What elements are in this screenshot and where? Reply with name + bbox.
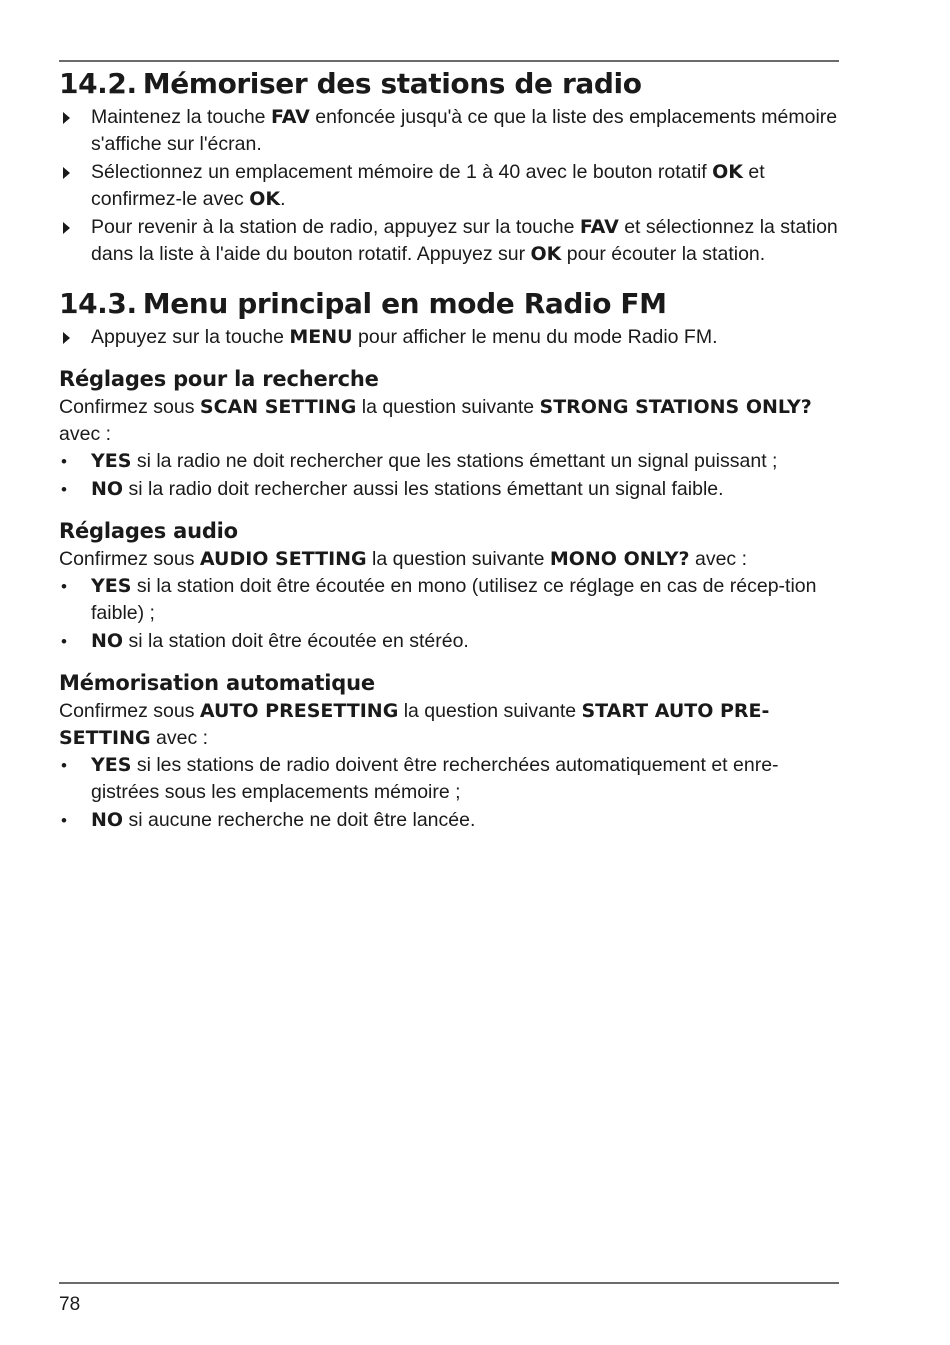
list-item: • YES si la radio ne doit rechercher que les stations émettant un signal puissant ; bbox=[59, 448, 839, 475]
subsection-autopreset bbox=[59, 668, 839, 834]
bullet-icon: • bbox=[61, 452, 67, 471]
section-title: Menu principal en mode Radio FM bbox=[142, 287, 667, 320]
list-item: • NO si aucune recherche ne doit être lancée. bbox=[59, 807, 839, 834]
bottom-rule bbox=[59, 1282, 839, 1284]
list-item: • YES si la station doit être écoutée en mono (utilisez ce réglage en cas de récep-tion faible) ; bbox=[61, 575, 817, 624]
list-item: • YES si les stations de radio doivent être recherchées automatiquement et enre-gistrées sous les emplacements mémoire ; bbox=[61, 754, 779, 803]
arrow-bullet-icon bbox=[63, 332, 70, 344]
bullet-icon: • bbox=[61, 756, 67, 775]
arrow-bullet-icon bbox=[63, 112, 70, 124]
bullet-list bbox=[59, 448, 839, 503]
subsection-intro: Confirmez sous AUTO PRESETTING la question suivante START AUTO PRE-SETTING avec : bbox=[59, 700, 770, 749]
subsection-heading: Réglages pour la recherche bbox=[59, 367, 379, 391]
subsection-intro: Confirmez sous AUDIO SETTING la question suivante MONO ONLY? avec : bbox=[59, 548, 748, 570]
subsection-heading: Réglages audio bbox=[59, 519, 238, 543]
subsection-audio bbox=[59, 516, 839, 655]
list-item: Appuyez sur la touche MENU pour afficher le menu du mode Radio FM. bbox=[59, 324, 839, 351]
bullet-icon: • bbox=[61, 811, 67, 830]
bullet-icon: • bbox=[61, 577, 67, 596]
list-item: • NO si la station doit être écoutée en stéréo. bbox=[59, 628, 839, 655]
section-14-3 bbox=[59, 284, 839, 834]
section-title: Mémoriser des stations de radio bbox=[142, 67, 642, 100]
section-heading bbox=[59, 284, 839, 324]
subsection-scan bbox=[59, 364, 839, 503]
bullet-icon: • bbox=[61, 632, 67, 651]
page-number: 78 bbox=[59, 1294, 81, 1315]
section-number: 14.3. bbox=[59, 287, 137, 320]
bullet-list bbox=[59, 752, 839, 834]
arrow-bullet-icon bbox=[63, 222, 70, 234]
section-14-2 bbox=[59, 64, 839, 268]
section-number: 14.2. bbox=[59, 67, 137, 100]
list-item: • NO si la radio doit rechercher aussi les stations émettant un signal faible. bbox=[59, 476, 839, 503]
list-item: Maintenez la touche FAV enfoncée jusqu'à ce que la liste des emplacements mémoire s'affiche sur l'écran. bbox=[59, 104, 839, 158]
subsection-heading: Mémorisation automatique bbox=[59, 671, 375, 695]
subsection-intro: Confirmez sous SCAN SETTING la question suivante STRONG STATIONS ONLY? avec : bbox=[59, 396, 812, 445]
arrow-bullet-icon bbox=[63, 167, 70, 179]
list-item: Pour revenir à la station de radio, appuyez sur la touche FAV et sélectionnez la station dans la liste à l'aide du bouton rotatif. Appuyez sur OK pour écouter la station. bbox=[59, 214, 839, 268]
step-list bbox=[59, 324, 839, 351]
bullet-icon: • bbox=[61, 480, 67, 499]
list-item: Sélectionnez un emplacement mémoire de 1 à 40 avec le bouton rotatif OK et confirmez-le avec OK. bbox=[59, 159, 839, 213]
bullet-list bbox=[59, 573, 839, 655]
section-heading bbox=[59, 64, 839, 104]
step-list bbox=[59, 104, 839, 268]
page-content bbox=[59, 62, 839, 835]
